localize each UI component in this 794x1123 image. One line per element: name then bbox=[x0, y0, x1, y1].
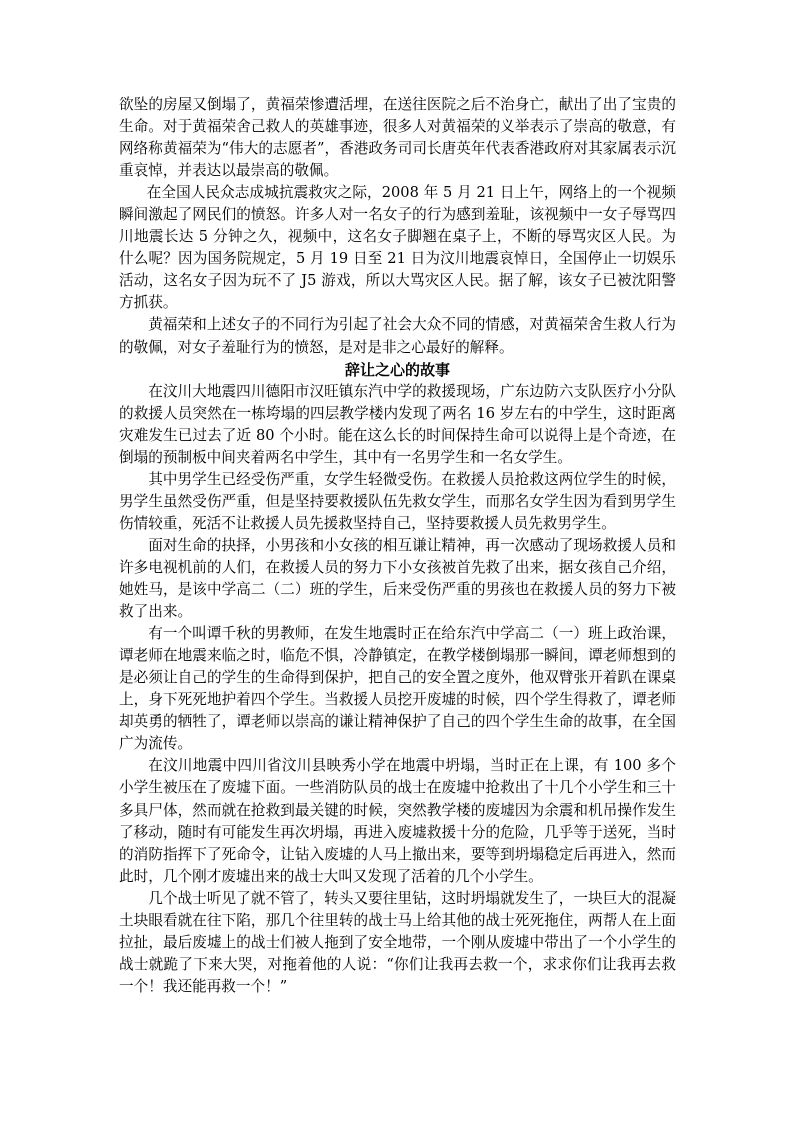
document-page bbox=[119, 94, 676, 998]
paragraph: 其中男学生已经受伤严重，女学生轻微受伤。在救援人员抢救这两位学生的时候，男学生虽然受伤严重，但是坚持要救援队伍先救女学生，而那名女学生因为看到男学生伤情较重，死活不让救援人员先援救坚持自己，坚持要救援人员先救男学生。 bbox=[119, 470, 676, 532]
paragraph: 面对生命的抉择，小男孩和小女孩的相互谦让精神，再一次感动了现场救援人员和许多电视机前的人们，在救援人员的努力下小女孩被首先救了出来，据女孩自己介绍，她姓马，是该中学高二（二）班的学生，后来受伤严重的男孩也在救援人员的努力下被救了出来。 bbox=[119, 536, 676, 621]
section-heading: 辞让之心的故事 bbox=[344, 360, 451, 379]
paragraph: 黄福荣和上述女子的不同行为引起了社会大众不同的情感，对黄福荣舍生救人行为的敬佩，对女子羞耻行为的愤怒，是对是非之心最好的解释。 bbox=[119, 316, 676, 356]
paragraph: 几个战士听见了就不管了，转头又要往里钻，这时坍塌就发生了，一块巨大的混凝土块眼看就在往下陷，那几个往里转的战士马上给其他的战士死死拖住，两帮人在上面拉扯，最后废墟上的战士们被人拖到了安全地带，一个刚从废墟中带出了一个小学生的战士就跪了下来大哭，对拖着他的人说：“你们让我再去救一个，求求你们让我再去救一个！我还能再救一个！” bbox=[119, 889, 676, 995]
paragraph: 有一个叫谭千秋的男教师，在发生地震时正在给东汽中学高二（一）班上政治课，谭老师在地震来临之时，临危不惧，冷静镇定，在教学楼倒塌那一瞬间，谭老师想到的是必须让自己的学生的生命得到保护，把自己的安全置之度外，他双臂张开着趴在课桌上，身下死死地护着四个学生。当救援人员挖开废墟的时候，四个学生得救了，谭老师却英勇的牺牲了，谭老师以崇高的谦让精神保护了自己的四个学生生命的故事，在全国广为流传。 bbox=[119, 625, 676, 753]
paragraph: 在汶川大地震四川德阳市汉旺镇东汽中学的救援现场，广东边防六支队医疗小分队的救援人员突然在一栋垮塌的四层教学楼内发现了两名 16 岁左右的中学生，这时距离灾难发生已过去了近 80 个小时。能在这么长的时间保持生命可以说得上是个奇迹，在倒塌的预制板中间夹着两名中学生，其中有一名男学生和一名女学生。 bbox=[119, 382, 676, 466]
paragraph: 在全国人民众志成城抗震救灾之际，2008 年 5 月 21 日上午，网络上的一个视频瞬间激起了网民们的愤怒。许多人对一名女子的行为感到羞耻，该视频中一女子辱骂四川地震长达 5 分钟之久，视频中，这名女子脚翘在桌子上，不断的辱骂灾区人民。为什么呢？因为国务院规定，5 月 19 日至 21 日为汶川地震哀悼日，全国停止一切娱乐活动，这名女子因为玩不了 J5 游戏，所以大骂灾区人民。据了解，该女子已被沈阳警方抓获。 bbox=[119, 184, 676, 312]
paragraph: 在汶川地震中四川省汶川县映秀小学在地震中坍塌，当时正在上课，有 100 多个小学生被压在了废墟下面。一些消防队员的战士在废墟中抢救出了十几个小学生和三十多具尸体，然而就在抢救到最关键的时候，突然教学楼的废墟因为余震和机吊操作发生了移动，随时有可能发生再次坍塌，再进入废墟救援十分的危险，几乎等于送死，当时的消防指挥下了死命令，让钻入废墟的人马上撤出来，要等到坍塌稳定后再进入，然而此时，几个刚才废墟出来的战士大叫又发现了活着的几个小学生。 bbox=[119, 757, 676, 885]
paragraph: 欲坠的房屋又倒塌了，黄福荣惨遭活埋，在送往医院之后不治身亡，献出了出了宝贵的生命。对于黄福荣舍己救人的英雄事迹，很多人对黄福荣的义举表示了崇高的敬意，有网络称黄福荣为“伟大的志愿者”，香港政务司司长唐英年代表香港政府对其家属表示沉重哀悼，并表达以最崇高的敬佩。 bbox=[119, 96, 676, 180]
